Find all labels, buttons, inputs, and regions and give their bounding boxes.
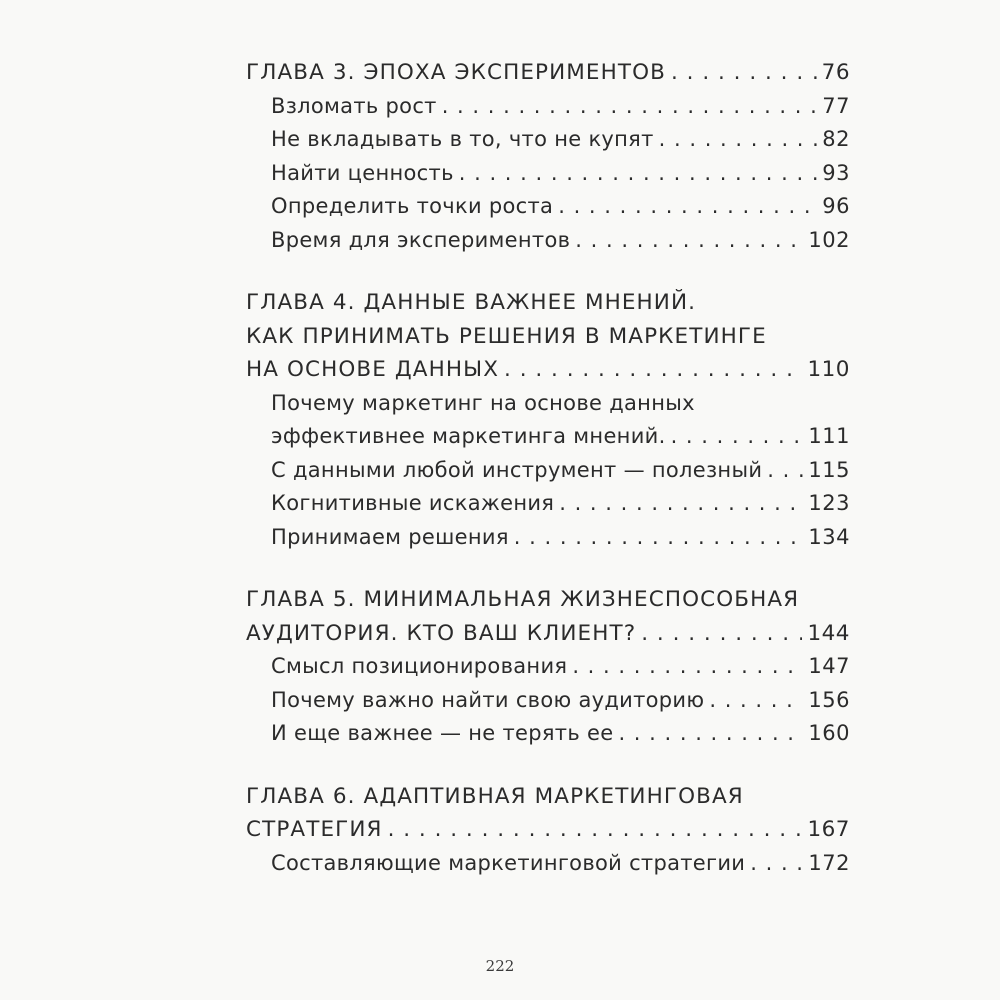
toc-page-number: 110 (807, 357, 850, 382)
toc-chapter-block (246, 780, 850, 881)
toc-section-line (246, 454, 850, 488)
toc-entry-title: КАК ПРИНИМАТЬ РЕШЕНИЯ В МАРКЕТИНГЕ (246, 323, 767, 349)
toc-entry-title: эффективнее маркетинга мнений. (271, 424, 666, 448)
dot-leader (388, 813, 803, 847)
toc-entry-title: Почему маркетинг на основе данных (271, 390, 695, 415)
toc-section-line (246, 684, 850, 718)
dot-leader (572, 650, 803, 684)
toc-chapter-block (246, 583, 850, 751)
toc-chapter-block (246, 286, 850, 554)
dot-leader (514, 521, 804, 555)
toc-section-line (246, 521, 850, 555)
toc-page-number: 102 (808, 227, 850, 252)
dot-leader (504, 353, 802, 387)
toc-section-line (246, 847, 850, 881)
toc-page-number: 160 (808, 721, 850, 745)
toc-section-line (246, 190, 850, 224)
toc-chapter-line (246, 813, 850, 847)
toc-page-number: 115 (808, 457, 850, 482)
toc-entry-title: С данными любой инструмент — полезный (271, 457, 763, 482)
toc-chapter-line (246, 780, 850, 814)
toc-chapter-block (246, 56, 850, 257)
toc-page-number: 96 (822, 194, 850, 218)
toc-entry-title: Составляющие маркетинговой стратегии (271, 850, 746, 875)
toc-entry-title: Определить точки роста (271, 194, 554, 218)
dot-leader (750, 847, 803, 881)
toc-chapter-line (246, 320, 850, 354)
dot-leader (709, 684, 803, 718)
toc-section-line (246, 717, 850, 751)
dot-leader (459, 157, 818, 191)
dot-leader (618, 717, 803, 751)
dot-leader (671, 56, 817, 90)
toc-section-line (246, 224, 850, 258)
toc-section-line (246, 650, 850, 684)
toc-chapter-line (246, 56, 850, 90)
toc-entry-title: Смысл позиционирования (271, 654, 568, 678)
toc-section-line (246, 157, 850, 191)
dot-leader (641, 617, 802, 651)
page-number: 222 (485, 957, 515, 975)
dot-leader (558, 190, 817, 224)
toc-entry-title: НА ОСНОВЕ ДАННЫХ (246, 357, 500, 382)
toc-page-number: 111 (808, 424, 850, 448)
dot-leader (575, 224, 803, 258)
toc-entry-title: Найти ценность (271, 160, 454, 185)
toc-entry-title: СТРАТЕГИЯ (246, 817, 383, 842)
toc-entry-title: ГЛАВА 4. ДАННЫЕ ВАЖНЕЕ МНЕНИЙ. (246, 290, 697, 315)
toc-entry-title: Когнитивные искажения (271, 491, 555, 515)
dot-leader (442, 90, 818, 124)
toc-entry-title: Не вкладывать в то, что не купят (271, 127, 654, 151)
toc-section-line (246, 420, 850, 454)
toc-chapter-line (246, 286, 850, 320)
toc-entry-title: Взломать рост (271, 93, 437, 118)
toc-section-line (246, 387, 850, 421)
toc-entry-title: ГЛАВА 6. АДАПТИВНАЯ МАРКЕТИНГОВАЯ (246, 783, 744, 809)
toc-page-number: 123 (808, 491, 850, 515)
toc-section-line (246, 90, 850, 124)
toc-entry-title: АУДИТОРИЯ. КТО ВАШ КЛИЕНТ? (246, 620, 637, 646)
dot-leader (671, 420, 804, 454)
toc-chapter-line (246, 583, 850, 617)
toc-page-number: 76 (821, 60, 850, 85)
toc-page-number: 172 (808, 850, 850, 875)
toc-entry-title: Принимаем решения (271, 524, 509, 549)
toc-page-number: 156 (808, 687, 850, 712)
toc-entry-title: ГЛАВА 5. МИНИМАЛЬНАЯ ЖИЗНЕСПОСОБНАЯ (246, 587, 800, 612)
toc-entry-title: Время для экспериментов (271, 227, 571, 252)
dot-leader (659, 123, 818, 157)
toc-chapter-line (246, 353, 850, 387)
toc-chapter-line (246, 617, 850, 651)
dot-leader (767, 454, 803, 488)
table-of-contents (246, 56, 850, 909)
toc-page-number: 134 (808, 524, 850, 549)
toc-entry-title: ГЛАВА 3. ЭПОХА ЭКСПЕРИМЕНТОВ (246, 60, 666, 85)
toc-entry-title: И еще важнее — не терять ее (271, 721, 614, 745)
toc-page-number: 77 (822, 93, 850, 118)
toc-section-line (246, 123, 850, 157)
toc-entry-title: Почему важно найти свою аудиторию (271, 687, 705, 712)
toc-section-line (246, 487, 850, 521)
toc-page-number: 82 (822, 127, 850, 151)
toc-page-number: 144 (807, 620, 850, 646)
toc-page-number: 147 (808, 654, 850, 678)
toc-page-number: 167 (807, 817, 850, 842)
dot-leader (559, 487, 803, 521)
toc-page-number: 93 (822, 160, 850, 185)
